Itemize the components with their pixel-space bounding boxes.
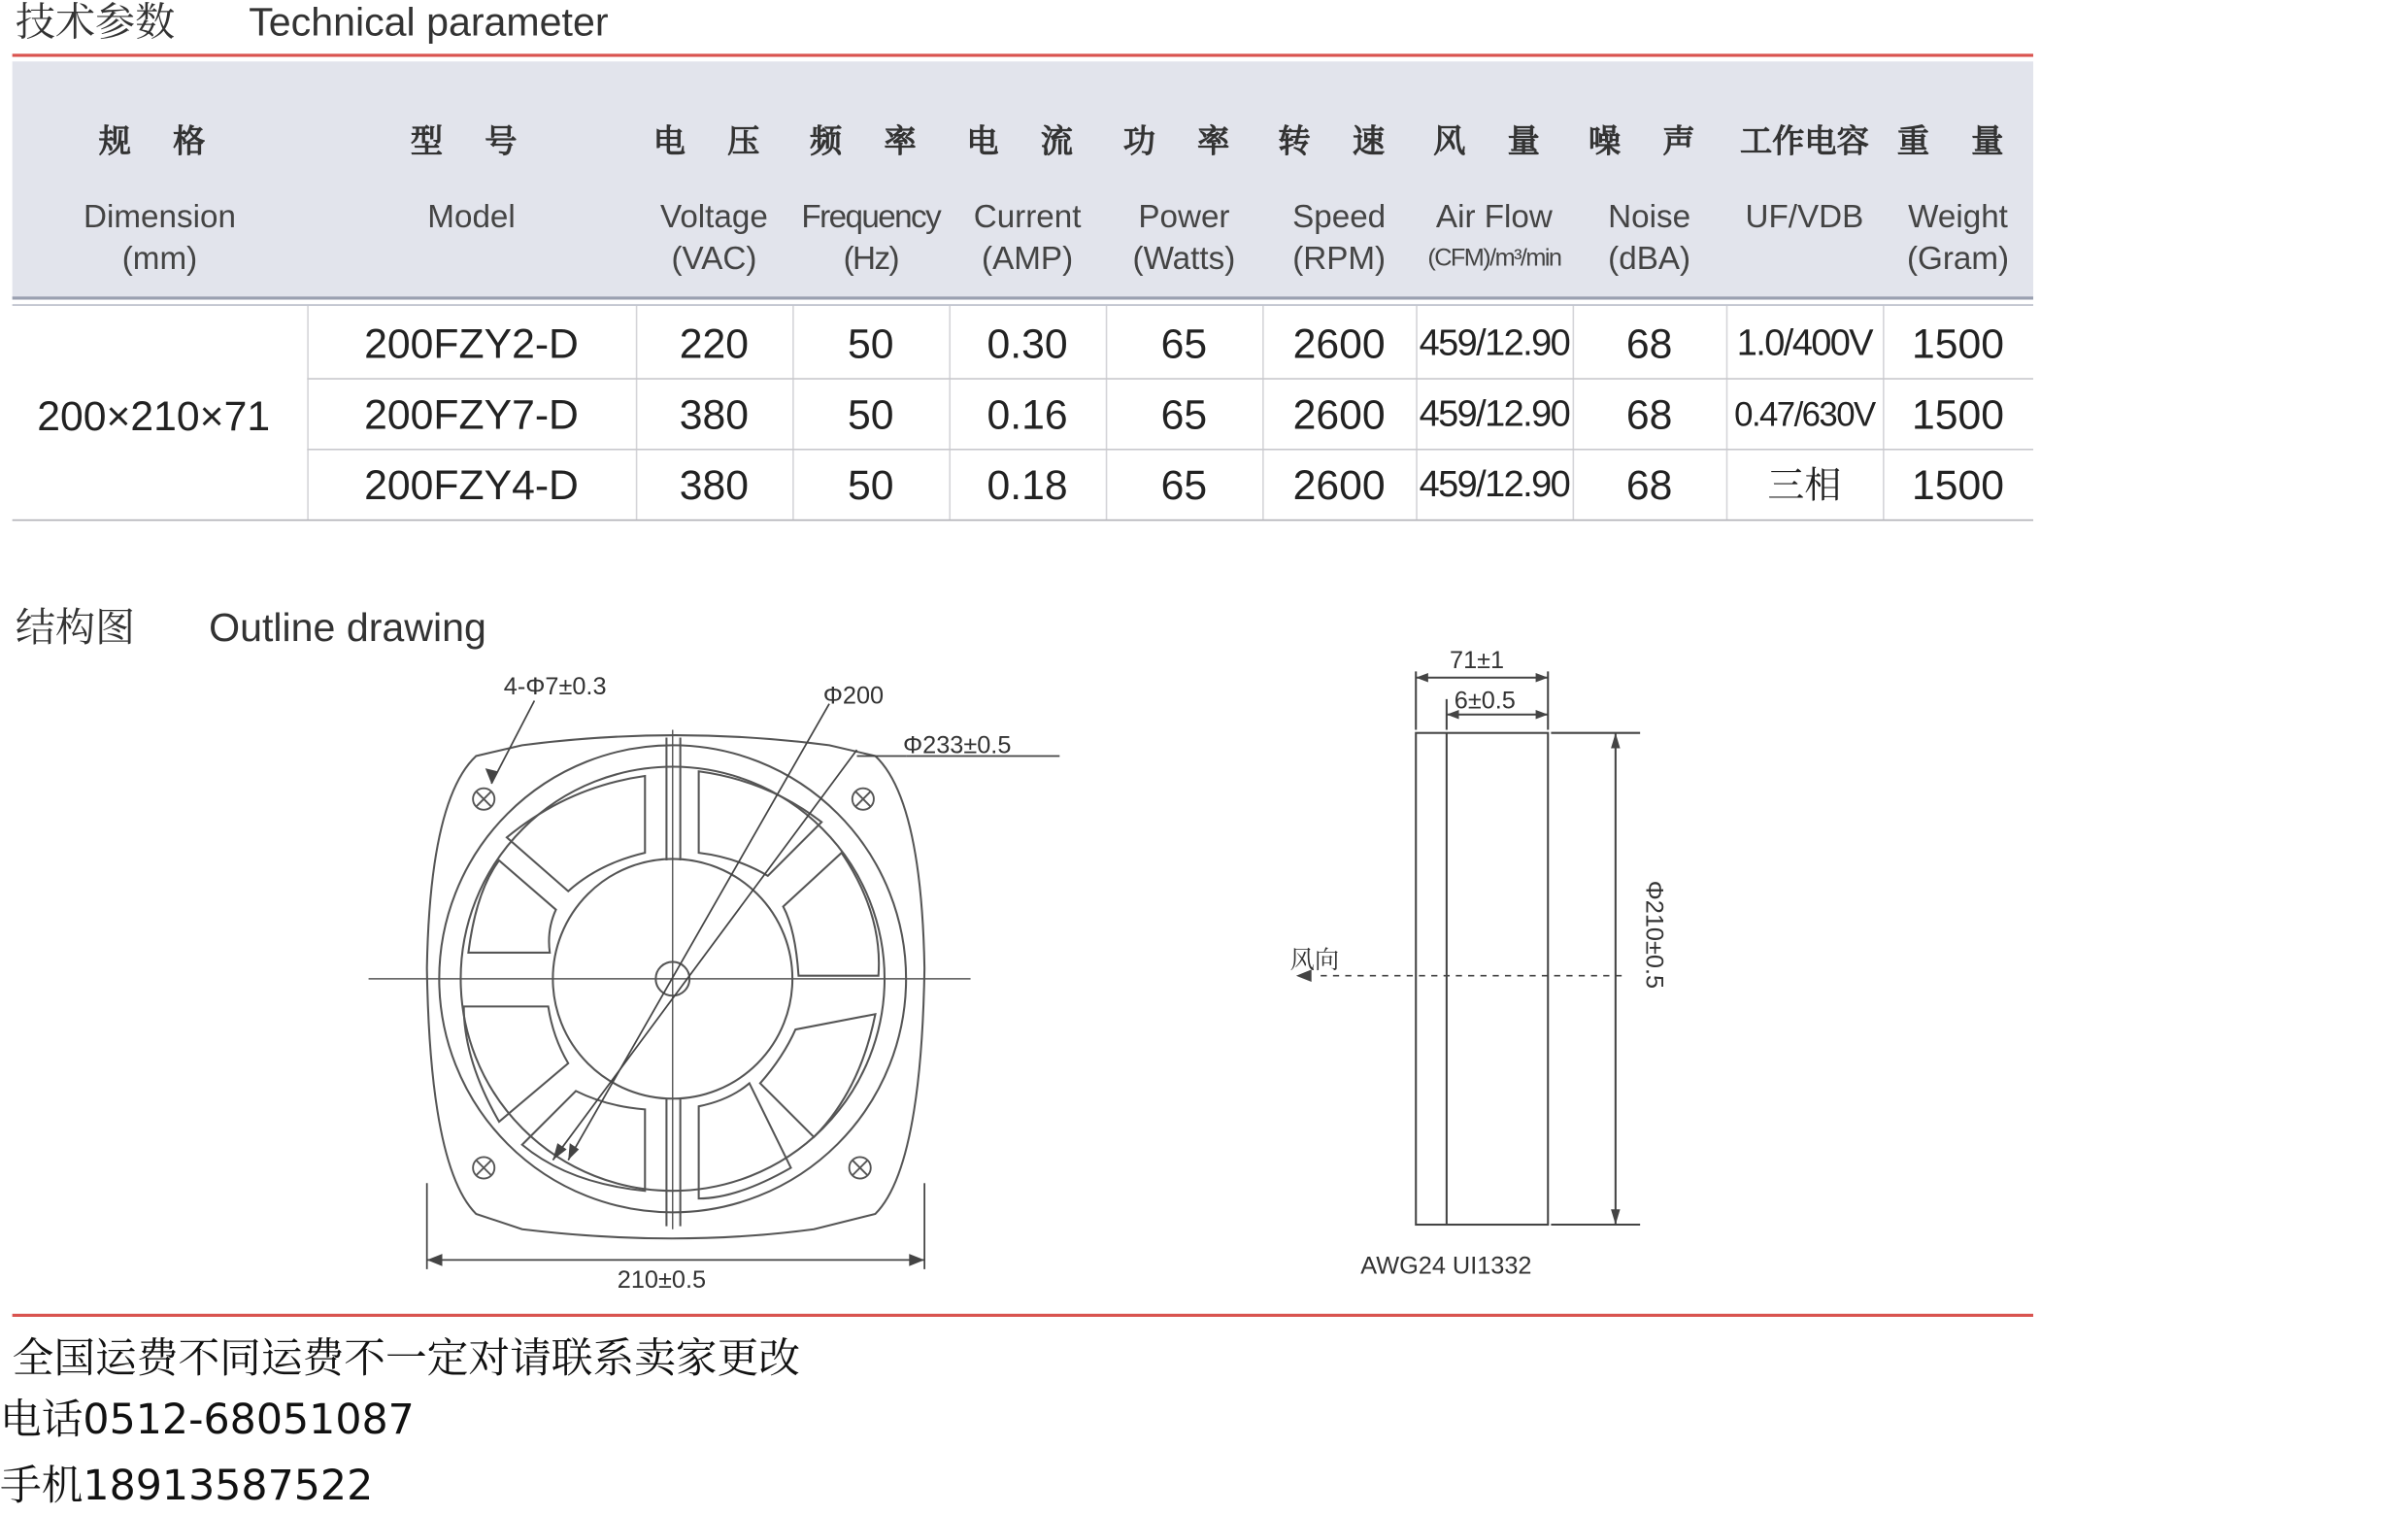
header-speed (1262, 61, 1416, 298)
header-voltage-en1: Voltage (660, 199, 768, 236)
cell-voltage: 220 (679, 320, 750, 368)
header-weight-en (1883, 197, 2033, 280)
cell-frequency: 50 (847, 320, 894, 368)
fan-blades (464, 771, 880, 1198)
cell-power: 65 (1160, 391, 1208, 438)
outline-title-cn: 结构图 (15, 603, 136, 651)
header-noise-cn: 噪 声 (1588, 122, 1711, 160)
header-airflow-en (1416, 197, 1572, 280)
header-frequency-en (792, 197, 949, 280)
header-current (949, 61, 1105, 298)
header-dimension-en (13, 197, 308, 280)
header-noise-en1: Noise (1608, 199, 1691, 236)
cell-current: 0.18 (987, 462, 1068, 509)
table-row (0, 380, 2043, 451)
outline-section-title (16, 596, 486, 654)
header-voltage (636, 61, 792, 298)
hole-dimension-label: 4-Φ7±0.3 (503, 673, 607, 701)
header-noise (1573, 61, 1726, 298)
cell-speed: 2600 (1292, 320, 1386, 368)
side-view-drawing (1275, 638, 1705, 1298)
header-dimension (13, 61, 308, 298)
header-airflow (1416, 61, 1572, 298)
cell-frequency: 50 (847, 462, 894, 509)
header-speed-en (1262, 197, 1416, 280)
header-voltage-cn: 电 压 (652, 122, 776, 160)
header-power-en2: (Watts) (1132, 241, 1236, 277)
header-power-en (1106, 197, 1262, 280)
cell-voltage: 380 (679, 462, 750, 509)
cell-capacitor: 1.0/400V (1736, 322, 1873, 364)
cell-model: 200FZY2-D (364, 320, 579, 368)
header-speed-cn: 转 速 (1278, 122, 1400, 160)
cell-noise: 68 (1625, 391, 1673, 438)
side-body (1416, 733, 1548, 1225)
header-current-cn: 电 流 (966, 122, 1088, 160)
header-model (307, 61, 635, 298)
dimension-cell: 200×210×71 (37, 393, 271, 440)
header-voltage-en2: (VAC) (671, 241, 757, 277)
cell-capacitor: 三相 (1767, 463, 1842, 508)
header-frequency-en2: (Hz) (843, 241, 898, 277)
header-dimension-en2: (mm) (121, 241, 198, 277)
header-weight (1883, 61, 2033, 298)
header-airflow-en1: Air Flow (1435, 199, 1553, 236)
cell-weight: 1500 (1912, 391, 2005, 438)
cell-current: 0.30 (987, 320, 1068, 368)
header-dimension-cn: 规 格 (98, 122, 221, 160)
wire-spec-label: AWG24 UI1332 (1360, 1252, 1532, 1280)
header-speed-en1: Speed (1292, 199, 1387, 236)
header-capacitor-en1: UF/VDB (1745, 199, 1864, 236)
header-capacitor-en (1726, 197, 1883, 239)
header-capacitor (1726, 61, 1883, 298)
cell-frequency: 50 (847, 391, 894, 438)
cell-airflow: 459/12.90 (1419, 463, 1570, 506)
top-red-rule (13, 53, 2033, 56)
tech-title-cn: 技术参数 (15, 0, 176, 45)
table-row (0, 309, 2043, 380)
header-model-cn: 型 号 (410, 122, 533, 160)
header-current-en1: Current (973, 199, 1082, 236)
header-speed-en2: (RPM) (1292, 241, 1387, 277)
header-power-cn: 功 率 (1122, 122, 1246, 160)
diameter-233-label: Φ233±0.5 (902, 731, 1012, 759)
width-dimension-label: 210±0.5 (617, 1265, 707, 1294)
cell-model: 200FZY4-D (364, 462, 579, 509)
cell-voltage: 380 (679, 391, 750, 438)
cell-speed: 2600 (1292, 462, 1386, 509)
diameter-200-label: Φ200 (822, 682, 885, 710)
header-dimension-en1: Dimension (84, 199, 236, 236)
bottom-red-rule (13, 1314, 2033, 1317)
cell-noise: 68 (1625, 320, 1673, 368)
header-current-en2: (AMP) (982, 241, 1074, 277)
front-view-drawing (353, 660, 1090, 1306)
cell-model: 200FZY7-D (364, 391, 579, 438)
header-power-en1: Power (1138, 199, 1230, 236)
cell-power: 65 (1160, 320, 1208, 368)
cell-power: 65 (1160, 462, 1208, 509)
header-double-line (13, 304, 2033, 306)
header-weight-cn: 重 量 (1896, 122, 2020, 160)
airflow-direction-label: 风向 (1289, 946, 1340, 974)
header-current-en (949, 197, 1105, 280)
cell-capacitor: 0.47/630V (1734, 394, 1875, 434)
outline-title-en: Outline drawing (209, 603, 486, 651)
table-row (0, 451, 2043, 522)
cell-weight: 1500 (1912, 320, 2005, 368)
mobile-number: 手机18913587522 (0, 1463, 374, 1511)
cell-weight: 1500 (1912, 462, 2005, 509)
tech-section-title (16, 0, 609, 48)
header-model-en1: Model (427, 199, 516, 236)
shipping-note: 全国运费不同运费不一定对请联系卖家更改 (12, 1334, 801, 1383)
phone-number: 电话0512-68051087 (0, 1397, 415, 1445)
cell-airflow: 459/12.90 (1419, 322, 1570, 364)
height-dimension-label: Φ210±0.5 (1640, 880, 1668, 990)
header-model-en (307, 197, 635, 239)
mounting-holes (473, 789, 874, 1179)
header-frequency-en1: Frequency (801, 199, 941, 236)
header-noise-en2: (dBA) (1608, 241, 1691, 277)
header-weight-en1: Weight (1908, 199, 2008, 236)
cell-airflow: 459/12.90 (1419, 393, 1570, 435)
header-capacitor-cn: 工作电容 (1739, 122, 1869, 160)
depth-dimension-label: 71±1 (1450, 647, 1505, 675)
header-airflow-cn: 风 量 (1433, 122, 1555, 160)
tech-title-en: Technical parameter (249, 0, 609, 45)
flange-dimension-label: 6±0.5 (1454, 687, 1516, 715)
cell-current: 0.16 (987, 391, 1068, 438)
header-airflow-en2: (CFM)/m³/min (1427, 246, 1561, 273)
header-voltage-en (636, 197, 792, 280)
header-noise-en (1573, 197, 1726, 280)
header-weight-en2: (Gram) (1906, 241, 2010, 277)
header-power (1106, 61, 1262, 298)
header-frequency-cn: 频 率 (810, 122, 932, 160)
cell-noise: 68 (1625, 462, 1673, 509)
header-frequency (792, 61, 949, 298)
cell-speed: 2600 (1292, 391, 1386, 438)
